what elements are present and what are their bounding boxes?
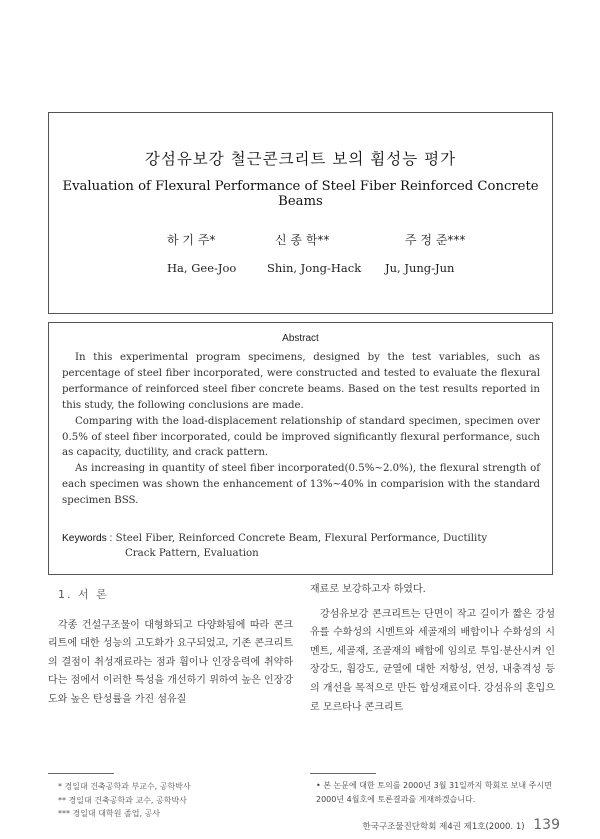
- right-column: [310, 581, 555, 717]
- abstract-paragraph: As increasing in quantity of steel fiber incorporated(0.5%~2.0%), the flexural strength of each specimen was shown the enhancement of 13%~40% in comparision with the standard specimen BSS.: [62, 463, 540, 507]
- title-block: [48, 112, 553, 314]
- author-3-eng: Ju, Jung-Jun: [385, 261, 455, 275]
- section-heading: 1. 서 론: [58, 588, 109, 601]
- intro-continuation: 재료로 보강하고자 하였다.: [310, 584, 426, 595]
- korean-title: 강섬유보강 철근콘크리트 보의 휨성능 평가: [144, 150, 457, 168]
- keywords: [62, 531, 540, 561]
- english-title: Evaluation of Flexural Performance of Steel Fiber Reinforced Concrete Beams: [62, 179, 539, 209]
- affiliation-2: ** 경일대 건축공학과 교수, 공학박사: [58, 795, 187, 805]
- author-affiliations: [58, 780, 191, 821]
- author-3-kor: 주 정 준***: [405, 233, 466, 247]
- left-column: [48, 586, 293, 710]
- author-1-eng: Ha, Gee-Joo: [167, 261, 237, 275]
- page-number: 139: [533, 817, 560, 833]
- keywords-line-1: Steel Fiber, Reinforced Concrete Beam, Flexural Performance, Ductility: [115, 533, 488, 544]
- abstract-paragraph: Comparing with the load-displacement relationship of standard specimen, specimen over 0.5% of steel fiber incorporated, could be improved significantly flexural performance, such as capacity, ductility, and crack pattern.: [62, 415, 540, 459]
- author-1-kor: 하 기 주*: [167, 233, 216, 247]
- affiliation-3: *** 경일대 대학원 졸업, 공사: [58, 809, 160, 818]
- footnote-rule-left: [48, 773, 114, 774]
- fiber-paragraph: 강섬유보강 콘크리트는 단면이 작고 길이가 짧은 강섬유를 수화성의 시멘트와 세골재의 배합이나 수화성의 시멘트, 세골재, 조골재의 배합에 임의로 투입·분산시켜 인장강도, 휨강도, 균열에 대한 저항성, 연성, 내충격성 등의 개선을 목적으로 만든 합성재료이다. 강섬유의 혼입으로 모르타나 콘크리트: [310, 608, 555, 713]
- affiliation-1: * 경일대 건축공학과 부교수, 공학박사: [58, 782, 191, 791]
- author-2-kor: 신 종 학**: [275, 233, 330, 247]
- abstract-title: Abstract: [282, 333, 319, 344]
- abstract-body: [62, 350, 540, 509]
- abstract-block: [48, 322, 553, 575]
- intro-paragraph: 각종 건설구조물이 대형화되고 다양화됨에 따라 콘크리트에 대한 성능의 고도화가 요구되었고, 기존 콘크리트의 결점이 취성재료라는 점과 휨이나 인장응력에 취약하다는 점에서 이러한 특성을 개선하기 위하여 높은 인장강도와 높은 탄성률을 가진 섬유질: [48, 619, 293, 705]
- journal-name: 한국구조물진단학회 제4권 제1호(2000. 1): [362, 822, 525, 832]
- discussion-note: • 본 논문에 대한 토의를 2000년 3월 31일까지 학회로 보내 주시면 2000년 4월호에 토론결과를 게재하겠습니다.: [316, 781, 552, 804]
- author-2-eng: Shin, Jong-Hack: [267, 261, 362, 275]
- page-footer: [363, 817, 560, 833]
- abstract-paragraph: In this experimental program specimens, designed by the test variables, such as percentage of steel fiber incorporated, were constructed and tested to evaluate the flexural performance of reinforced steel fiber concrete beams. Based on the test results reported in this study, the following conclusions are made.: [62, 352, 540, 411]
- keywords-label: Keywords :: [62, 533, 113, 544]
- keywords-line-2: Crack Pattern, Evaluation: [125, 548, 259, 559]
- footnote-rule-right: [310, 773, 376, 774]
